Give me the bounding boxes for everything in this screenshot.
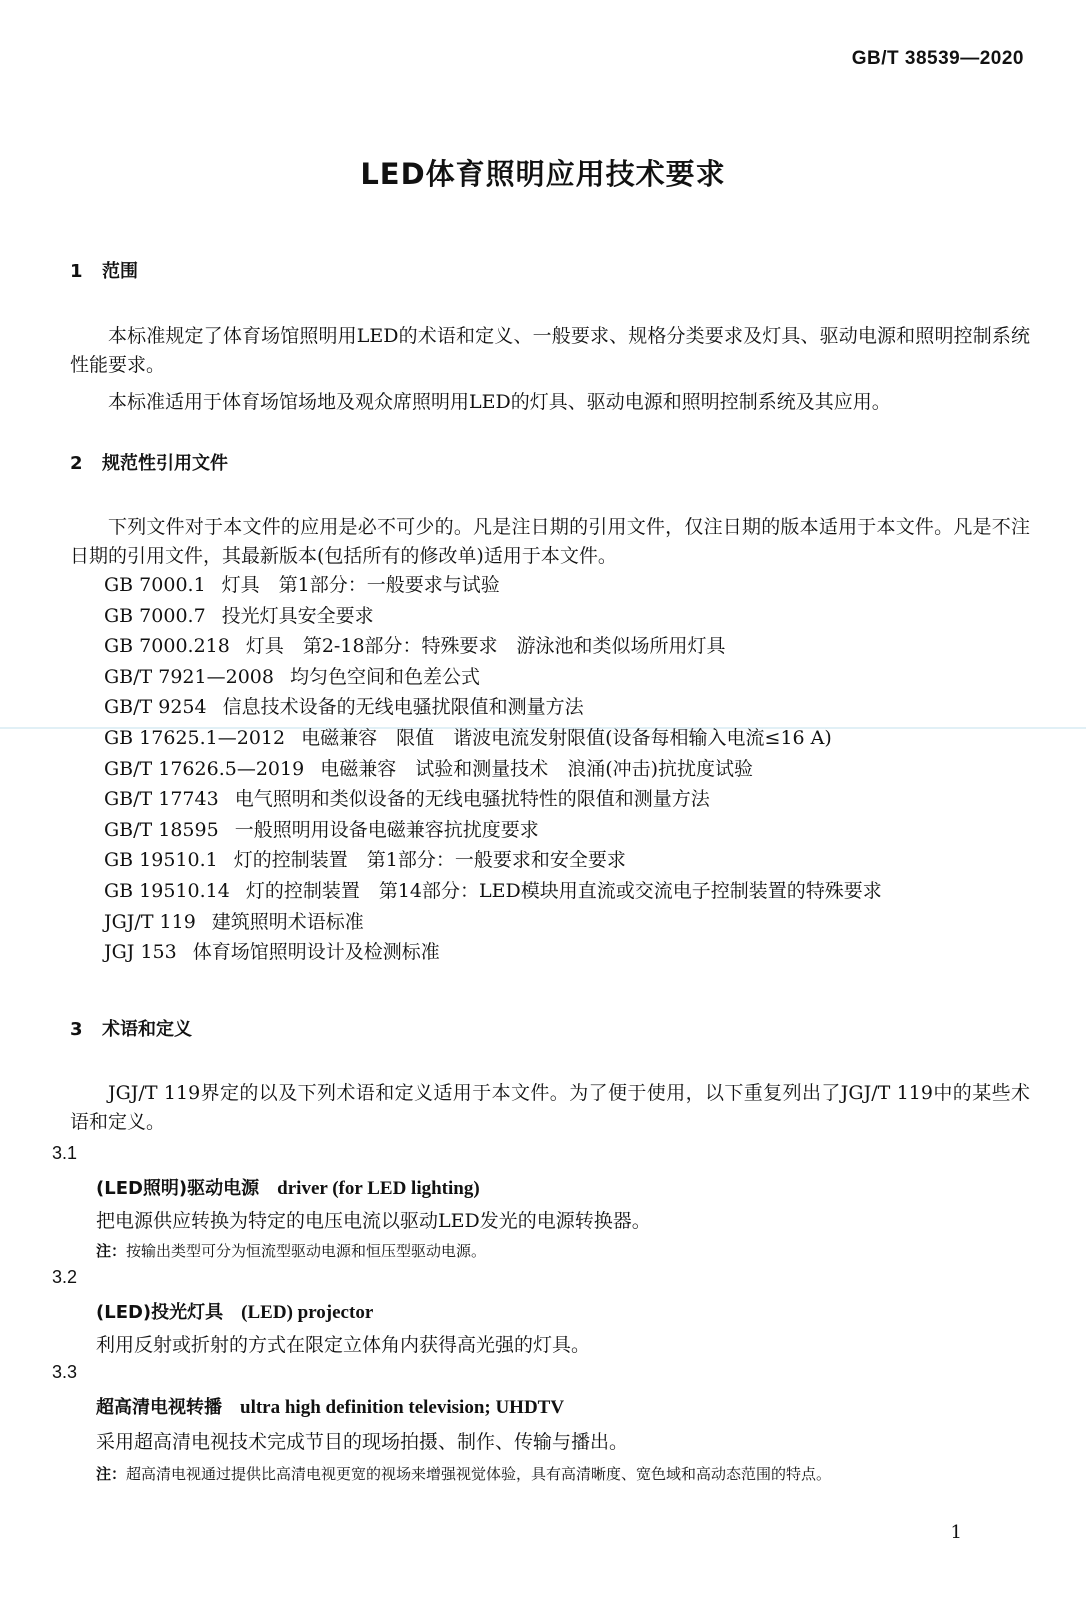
- reference-code: GB/T 7921—2008: [104, 665, 274, 688]
- reference-item: [104, 692, 1024, 723]
- reference-code: GB 19510.14: [104, 879, 230, 902]
- term-heading: [96, 1393, 564, 1419]
- reference-code: JGJ/T 119: [104, 910, 196, 933]
- term-definition: 利用反射或折射的方式在限定立体角内获得高光强的灯具。: [96, 1334, 591, 1356]
- reference-item: [104, 845, 1024, 876]
- section-1-paragraph-1: 本标准规定了体育场馆照明用LED的术语和定义、一般要求、规格分类要求及灯具、驱动电源和照明控制系统性能要求。: [70, 325, 1030, 376]
- standard-number: GB/T 38539—2020: [851, 48, 1024, 69]
- reference-item: [104, 570, 1024, 601]
- note-label: 注：: [96, 1242, 127, 1260]
- section-number: 3: [70, 1019, 83, 1040]
- note-label: 注：: [96, 1465, 127, 1483]
- reference-code: GB 7000.1: [104, 574, 206, 596]
- note-text: 按输出类型可分为恒流型驱动电源和恒压型驱动电源。: [126, 1242, 487, 1260]
- clause-number: 3.2: [52, 1267, 78, 1287]
- section-title: 术语和定义: [102, 1019, 192, 1040]
- section-number: 1: [70, 261, 83, 282]
- reference-code: GB 19510.1: [104, 849, 218, 872]
- reference-title: 投光灯具安全要求: [221, 604, 374, 627]
- reference-item: [104, 784, 1024, 815]
- reference-title: 灯具 第1部分：一般要求与试验: [221, 574, 500, 596]
- reference-item: [104, 937, 1024, 968]
- term-chinese: 超高清电视转播: [96, 1397, 222, 1418]
- reference-item: [104, 601, 1024, 632]
- term-note: [96, 1463, 831, 1484]
- term-definition: 把电源供应转换为特定的电压电流以驱动LED发光的电源转换器。: [96, 1210, 651, 1232]
- reference-title: 灯的控制装置 第14部分：LED模块用直流或交流电子控制装置的特殊要求: [245, 879, 882, 902]
- section-2-heading: [70, 449, 228, 475]
- reference-title: 电气照明和类似设备的无线电骚扰特性的限值和测量方法: [234, 788, 710, 811]
- clause-number: 3.1: [52, 1143, 78, 1163]
- term-definition: 采用超高清电视技术完成节目的现场拍摄、制作、传输与播出。: [96, 1431, 629, 1453]
- reference-item: [104, 876, 1024, 907]
- section-1-heading: [70, 257, 138, 283]
- reference-item: [104, 754, 1024, 785]
- reference-item: [104, 631, 1024, 662]
- reference-title: 电磁兼容 试验和测量技术 浪涌(冲击)抗扰度试验: [320, 757, 754, 780]
- term-english: driver (for LED lighting): [277, 1178, 480, 1199]
- reference-title: 信息技术设备的无线电骚扰限值和测量方法: [222, 696, 584, 719]
- reference-code: GB 7000.7: [104, 604, 206, 627]
- section-3-heading: [70, 1015, 192, 1041]
- reference-item: [104, 662, 1024, 693]
- reference-title: 体育场馆照明设计及检测标准: [192, 941, 440, 964]
- page-number: 1: [950, 1522, 962, 1543]
- reference-title: 一般照明用设备电磁兼容抗扰度要求: [234, 818, 539, 841]
- section-2-intro: 下列文件对于本文件的应用是必不可少的。凡是注日期的引用文件，仅注日期的版本适用于本文件。凡是不注日期的引用文件，其最新版本(包括所有的修改单)适用于本文件。: [70, 516, 1030, 567]
- reference-title: 灯的控制装置 第1部分：一般要求和安全要求: [233, 849, 626, 872]
- reference-code: GB 17625.1—2012: [104, 726, 286, 749]
- reference-item: [104, 815, 1024, 846]
- term-chinese: (LED照明)驱动电源: [96, 1178, 260, 1199]
- reference-item: [104, 907, 1024, 938]
- section-title: 范围: [102, 261, 138, 282]
- term-heading: [96, 1174, 480, 1200]
- reference-title: 建筑照明术语标准: [211, 910, 364, 933]
- section-1-paragraph-2: 本标准适用于体育场馆场地及观众席照明用LED的灯具、驱动电源和照明控制系统及其应用。: [108, 391, 891, 413]
- section-3-intro: JGJ/T 119界定的以及下列术语和定义适用于本文件。为了便于使用，以下重复列出了JGJ/T 119中的某些术语和定义。: [70, 1082, 1030, 1133]
- reference-title: 均匀色空间和色差公式: [289, 665, 480, 688]
- section-title: 规范性引用文件: [102, 453, 228, 474]
- term-heading: [96, 1298, 373, 1324]
- reference-code: GB/T 18595: [104, 818, 219, 841]
- normative-reference-list: [104, 570, 1024, 968]
- reference-code: GB/T 9254: [104, 696, 207, 719]
- reference-code: GB/T 17743: [104, 788, 219, 811]
- reference-code: GB/T 17626.5—2019: [104, 757, 305, 780]
- reference-item: [104, 723, 1024, 754]
- section-number: 2: [70, 453, 83, 474]
- term-note: [96, 1240, 486, 1261]
- reference-code: GB 7000.218: [104, 635, 230, 658]
- reference-code: JGJ 153: [104, 941, 177, 964]
- reference-title: 电磁兼容 限值 谐波电流发射限值(设备每相输入电流≤16 A): [301, 726, 832, 749]
- term-english: ultra high definition television; UHDTV: [240, 1397, 565, 1418]
- reference-title: 灯具 第2-18部分：特殊要求 游泳池和类似场所用灯具: [245, 635, 726, 658]
- term-english: (LED) projector: [241, 1302, 374, 1323]
- document-title: LED体育照明应用技术要求: [360, 157, 726, 191]
- clause-number: 3.3: [52, 1362, 78, 1382]
- note-text: 超高清电视通过提供比高清电视更宽的视场来增强视觉体验，具有高清晰度、宽色域和高动态范围的特点。: [126, 1465, 832, 1483]
- term-chinese: (LED)投光灯具: [96, 1302, 224, 1323]
